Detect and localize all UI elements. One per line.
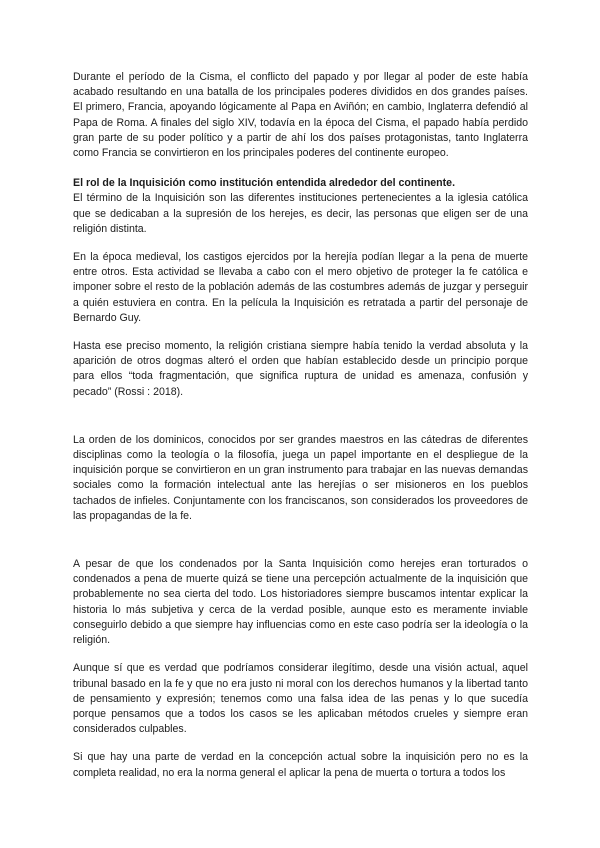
paragraph-condenados: A pesar de que los condenados por la Santa Inquisición como herejes eran torturados o condenados a pena de muerte quizá se tiene una percepción actualmente de la inquisición que probablemente no sea cierta del todo. Los historiadores siempre buscamos intentar explicar la historia lo más subjetiva y cerca de la verdad posible, aunque esto es meramente inviable conseguirlo debido a que siempre hay influencias como en este caso podría ser la ideología o la religión. <box>73 558 528 647</box>
paragraph-tribunal: Aunque sí que es verdad que podríamos considerar ilegítimo, desde una visión actual, aquel tribunal basado en la fe y que no era justo ni moral con los derechos humanos y la libertad tanto de pensamiento y expresión; tenemos como una falsa idea de las penas y lo que sucedía porque pensamos que a todos los casos se les aplicaban métodos crueles y siempre eran considerados culpables. <box>73 662 528 736</box>
document-body <box>73 70 528 781</box>
paragraph-castigos-medievales: En la época medieval, los castigos ejercidos por la herejía podían llegar a la pena de muerte entre otros. Esta actividad se llevaba a cabo con el mero objetivo de proteger la fe católica e imponer sobre el resto de la población además de las costumbres además de juzgar y perseguir a quién estuviera en contra. En la película la Inquisición es retratada a partir del personaje de Bernardo Guy. <box>73 251 528 324</box>
paragraph-concepcion-actual: Si que hay una parte de verdad en la concepción actual sobre la inquisición pero no es la completa realidad, no era la norma general el aplicar la pena de muerta o tortura a todos los <box>73 751 528 779</box>
paragraph-cisma: Durante el período de la Cisma, el conflicto del papado y por llegar al poder de este había acabado resultando en una batalla de los principales poderes divididos en dos grandes países. El primero, Francia, apoyando lógicamente al Papa en Aviñón; en cambio, Inglaterra defendió al Papa de Roma. A finales del siglo XIV, todavía en la época del Cisma, el papado había perdido gran parte de su poder político y a partir de ahí los dos países protagonistas, tanto Inglaterra como Francia se convirtieron en los principales poderes del continente europeo. <box>73 71 528 160</box>
paragraph-religion-cristiana: Hasta ese preciso momento, la religión cristiana siempre había tenido la verdad absoluta y la aparición de otros dogmas alteró el orden que habían establecido desde un principio porque para ellos “toda fragmentación, que significa ruptura de unidad es amenaza, confusión y pecado” (Rossi : 2018). <box>73 340 528 398</box>
section-heading-inquisicion: El rol de la Inquisición como institución entendida alrededor del continente. <box>73 177 456 190</box>
paragraph-dominicos: La orden de los dominicos, conocidos por ser grandes maestros en las cátedras de diferentes disciplinas como la teología o la filosofía, juega un papel importante en el despliegue de la inquisición porque se convirtieron en un gran instrumento para trabajar en las nuevas demandas sociales como la formación intelectual ante las herejías o ser misioneros en los pueblos tachados de infieles. Conjuntamente con los franciscanos, son considerados los proveedores de las propagandas de la fe. <box>73 433 528 522</box>
paragraph-definicion-inquisicion: El término de la Inquisición son las diferentes instituciones pertenecientes a la iglesia católica que se dedicaban a la supresión de los herejes, es decir, las personas que eligen ser de una religión distinta. <box>73 192 528 235</box>
